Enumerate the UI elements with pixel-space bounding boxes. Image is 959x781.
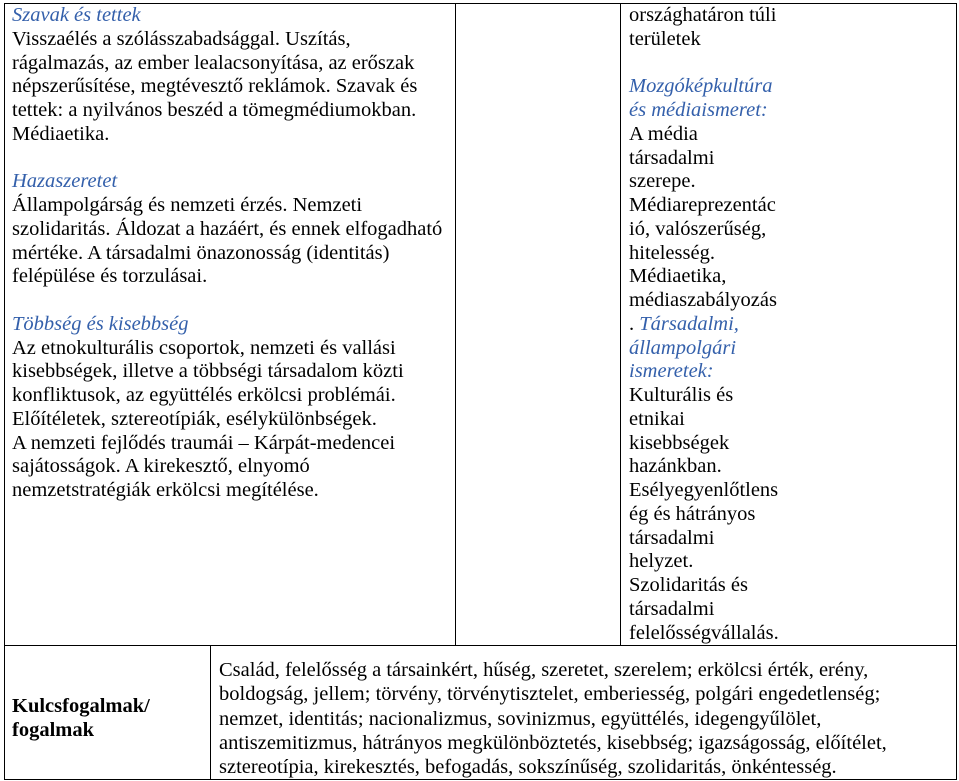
- subject-name: állampolgári: [629, 336, 737, 359]
- text-line: ég és hátrányos: [629, 502, 756, 525]
- text-line: helyzet.: [629, 550, 694, 573]
- text-line: médiaszabályozás: [629, 289, 777, 311]
- subject-name: és médiaismeret:: [629, 99, 768, 121]
- text-line: társadalmi: [629, 597, 715, 620]
- text-line: Kulturális és: [629, 384, 734, 406]
- connection-group: [629, 313, 779, 646]
- text-line: szerepe.: [629, 170, 696, 193]
- section-heading: Többség és kisebbség: [12, 312, 189, 335]
- text-line: Szolidaritás és: [629, 574, 748, 596]
- text-line: Médiaetika.: [12, 122, 110, 145]
- connections-text: [629, 4, 779, 645]
- topics-cell: [5, 4, 455, 645]
- text-line: felépülése és torzulásai.: [12, 265, 208, 288]
- text-line: Médiaetika,: [629, 265, 727, 288]
- text-line: társadalmi: [629, 146, 715, 169]
- text-line: kisebbségek: [629, 431, 730, 454]
- text-line: [629, 313, 779, 337]
- text-line: szolidaritás. Áldozat a hazáért, és ennek elfogadható: [12, 217, 443, 240]
- subject-name: ismeretek:: [629, 360, 714, 383]
- text-line: társadalmi: [629, 526, 715, 549]
- topic-section: [12, 170, 442, 289]
- topics-text: [12, 4, 442, 503]
- text-line: Előítéletek, sztereotípiák, esélykülönbségek.: [12, 407, 377, 430]
- key-concepts-label: [12, 695, 150, 743]
- subject-name: Mozgóképkultúra: [629, 75, 773, 98]
- section-heading: Szavak és tettek: [12, 4, 141, 26]
- text-line: antiszemitizmus, hátrányos megkülönböztetés, kisebbség; igazságosság, előítélet,: [219, 731, 887, 754]
- text-line: Az etnokulturális csoportok, nemzeti és vallási: [12, 336, 396, 359]
- text-line: rágalmazás, az ember lealacsonyítása, az erőszak: [12, 51, 415, 74]
- text-line: konfliktusok, az együttélés erkölcsi problémái.: [12, 384, 396, 406]
- subject-name: Társadalmi,: [639, 312, 739, 335]
- key-concepts-text: [219, 658, 887, 779]
- topic-section: [12, 313, 442, 503]
- text-line: A nemzeti fejlődés traumái – Kárpát-medencei: [12, 431, 396, 454]
- text-line: ió, valószerűség,: [629, 217, 767, 240]
- text-line: nemzetstratégiák erkölcsi megítélése.: [12, 479, 319, 501]
- text-line: A média: [629, 122, 698, 145]
- connection-group: [629, 75, 779, 313]
- text-line: hitelesség.: [629, 241, 715, 264]
- sentence-period: .: [629, 312, 635, 335]
- text-line: Állampolgárság és nemzeti érzés. Nemzeti: [12, 194, 363, 216]
- blank-line: [12, 289, 442, 313]
- text-line: Esélyegyenlőtlens: [629, 479, 779, 501]
- text-line: tettek: a nyilvános beszéd a tömegmédiumokban.: [12, 99, 417, 121]
- section-heading: Hazaszeretet: [12, 170, 118, 193]
- topic-section: [12, 4, 442, 147]
- blank-line: [629, 52, 779, 76]
- text-line: kisebbségek, illetve a többségi társadalom közti: [12, 360, 404, 383]
- text-line: Család, felelősség a társainkért, hűség, szeretet, szerelem; erkölcsi érték, erény,: [219, 659, 869, 681]
- text-line: felelősségvállalás.: [629, 621, 779, 644]
- text-line: területek: [629, 27, 701, 50]
- connections-cell: [621, 4, 956, 645]
- label-line: fogalmak: [12, 718, 94, 741]
- label-line: Kulcsfogalmak/: [12, 695, 150, 717]
- text-line: sajátosságok. A kirekesztő, elnyomó: [12, 455, 310, 478]
- blank-line: [12, 147, 442, 171]
- text-line: Médiareprezentác: [629, 194, 776, 216]
- table-border-right: [956, 3, 957, 780]
- text-line: boldogság, jellem; törvény, törvénytisztelet, emberiesség, polgári engedetlenség;: [219, 683, 881, 706]
- text-line: népszerűsítése, megtévesztő reklámok. Szavak és: [12, 75, 418, 98]
- key-concepts-label-cell: [5, 646, 210, 779]
- text-line: sztereotípia, kirekesztés, befogadás, sokszínűség, szolidaritás, önkéntesség.: [219, 756, 837, 778]
- key-concepts-cell: [211, 646, 956, 779]
- text-line: nemzet, identitás; nacionalizmus, sovinizmus, együttélés, idegengyűlölet,: [219, 707, 822, 730]
- text-line: hazánkban.: [629, 455, 722, 478]
- empty-cell: [456, 4, 620, 645]
- text-line: mértéke. A társadalmi önazonosság (identitás): [12, 241, 390, 264]
- text-line: Visszaélés a szólásszabadsággal. Uszítás,: [12, 27, 351, 50]
- text-line: etnikai: [629, 407, 685, 430]
- text-line: országhatáron túli: [629, 4, 777, 26]
